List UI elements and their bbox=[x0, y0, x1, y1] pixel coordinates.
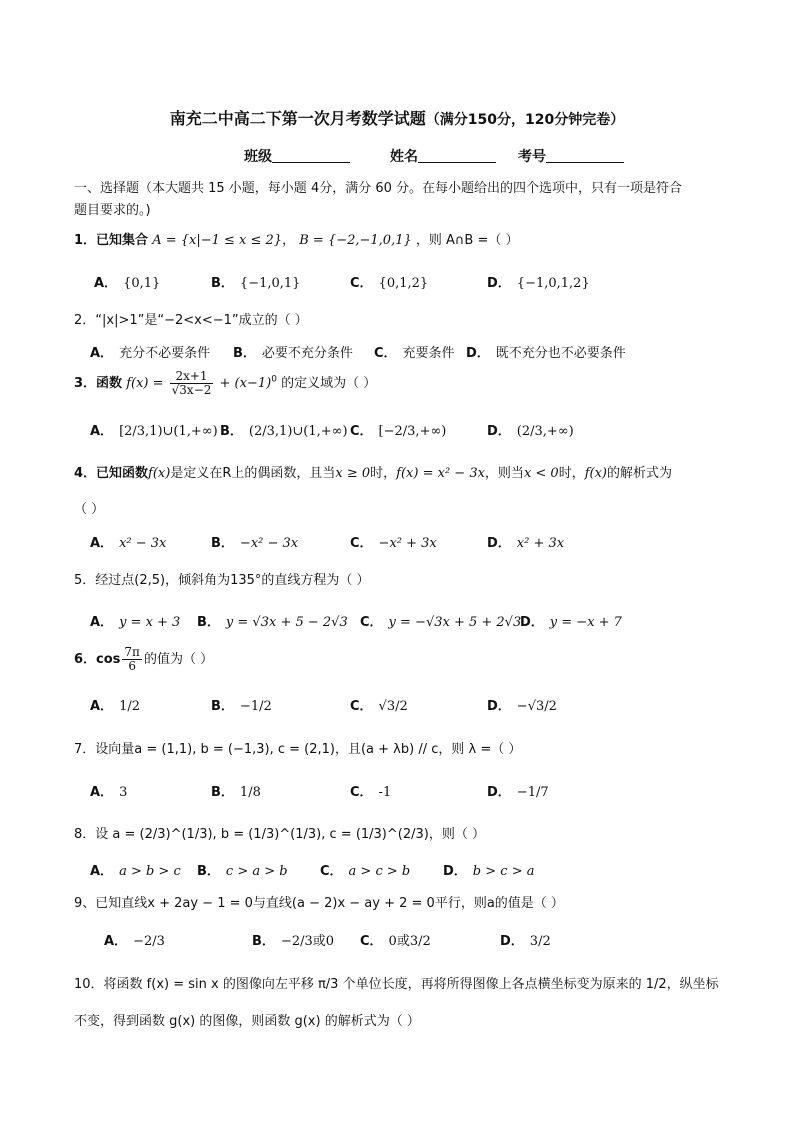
q4-option-b[interactable]: B． −x² − 3x bbox=[211, 536, 299, 551]
q6-option-c[interactable]: C． √3/2 bbox=[350, 699, 408, 714]
question-6-stem: 6．cos $\frac{7\pi}{6}$ 的值为（ ） bbox=[74, 645, 214, 673]
page-title bbox=[0, 106, 794, 129]
q4-option-d[interactable]: D． x² + 3x bbox=[487, 536, 565, 551]
q3-option-d[interactable]: D． (2/3,+∞) bbox=[487, 424, 574, 439]
q1-option-d[interactable]: D． {−1,0,1,2} bbox=[487, 276, 590, 291]
q6-fraction: $\frac{7\pi}{6}$ bbox=[124, 645, 140, 673]
id-field[interactable] bbox=[518, 146, 624, 166]
question-4-blank: （ ） bbox=[74, 502, 105, 517]
name-label: 姓名 bbox=[390, 149, 418, 165]
q9-option-d[interactable]: D． 3/2 bbox=[500, 934, 551, 949]
q3-option-b[interactable]: B． (2/3,1)∪(1,+∞) bbox=[220, 424, 348, 439]
q4-option-c[interactable]: C． −x² + 3x bbox=[350, 536, 437, 551]
q6-option-d[interactable]: D． −√3/2 bbox=[487, 699, 557, 714]
q7-option-a[interactable]: A． 3 bbox=[90, 785, 128, 800]
q9-option-a[interactable]: A． −2/3 bbox=[104, 934, 165, 949]
question-7-stem: 7．设向量a = (1,1), b = (−1,3), c = (2,1)，且(a + λb) // c，则 λ =（ ） bbox=[74, 742, 522, 757]
q9-option-b[interactable]: B． −2/3或0 bbox=[252, 934, 335, 949]
q3-fraction: $\frac{2x+1}{√3x-2}$ bbox=[171, 369, 212, 397]
q1-pre: 1．已知集合 bbox=[74, 233, 149, 248]
q1-option-b[interactable]: B． {−1,0,1} bbox=[211, 276, 301, 291]
q6-option-b[interactable]: B． −1/2 bbox=[211, 699, 272, 714]
question-3-stem: 3．函数 f(x) = $\frac{2x+1}{√3x-2}$ + $(x-1)^0$ 的定义域为（ ） bbox=[74, 369, 377, 397]
q2-option-a[interactable]: A． 充分不必要条件 bbox=[90, 346, 211, 361]
name-field[interactable] bbox=[390, 146, 496, 166]
question-4-stem: 4．已知函数f(x)是定义在R上的偶函数，且当x ≥ 0时，f(x) = x² − 3x，则当x < 0时，f(x)的解析式为 bbox=[74, 466, 673, 481]
q5-option-a[interactable]: A． y = x + 3 bbox=[90, 615, 181, 630]
q2-option-c[interactable]: C． 充要条件 bbox=[374, 346, 455, 361]
q8-option-d[interactable]: D． b > c > a bbox=[443, 864, 535, 879]
q2-option-b[interactable]: B． 必要不充分条件 bbox=[233, 346, 353, 361]
q8-option-a[interactable]: A． a > b > c bbox=[90, 864, 181, 879]
q6-option-a[interactable]: A． 1/2 bbox=[90, 699, 140, 714]
question-5-stem: 5．经过点(2,5)，倾斜角为135°的直线方程为（ ） bbox=[74, 573, 370, 588]
exam-title-note: （满分150分，120分钟完卷） bbox=[425, 112, 625, 128]
q1-option-c[interactable]: C． {0,1,2} bbox=[350, 276, 429, 291]
q5-option-b[interactable]: B． y = √3x + 5 − 2√3 bbox=[197, 615, 348, 630]
question-1-stem: 1．已知集合 A = {x|−1 ≤ x ≤ 2}， B = {−2,−1,0,1} ，则 A∩B =（ ） bbox=[74, 233, 519, 248]
q1-set-a: A = {x|−1 ≤ x ≤ 2} bbox=[152, 233, 283, 248]
q5-option-c[interactable]: C． y = −√3x + 5 + 2√3 bbox=[360, 615, 522, 630]
q5-option-d[interactable]: D． y = −x + 7 bbox=[520, 615, 622, 630]
q7-option-d[interactable]: D． −1/7 bbox=[487, 785, 549, 800]
q1-option-a[interactable]: A． {0,1} bbox=[94, 276, 161, 291]
q8-option-b[interactable]: B． c > a > b bbox=[197, 864, 288, 879]
q7-option-c[interactable]: C． -1 bbox=[350, 785, 392, 800]
class-blank[interactable] bbox=[272, 148, 350, 163]
section-heading-line1: 一、选择题（本大题共 15 小题，每小题 4分，满分 60 分。在每小题给出的四个选项中，只有一项是符合 bbox=[74, 181, 683, 196]
q1-end: ，则 A∩B =（ ） bbox=[415, 233, 519, 248]
question-8-stem: 8．设 a = (2/3)^(1/3), b = (1/3)^(1/3), c = (1/3)^(2/3)，则（ ） bbox=[74, 827, 485, 842]
question-2-stem: 2．“|x|>1”是“−2<x<−1”成立的（ ） bbox=[74, 313, 308, 328]
q9-option-c[interactable]: C． 0或3/2 bbox=[360, 934, 431, 949]
question-10-line1: 10．将函数 f(x) = sin x 的图像向左平移 π/3 个单位长度，再将所得图像上各点横坐标变为原来的 1/2，纵坐标 bbox=[74, 977, 719, 992]
q7-option-b[interactable]: B． 1/8 bbox=[211, 785, 261, 800]
q2-option-d[interactable]: D． 既不充分也不必要条件 bbox=[466, 346, 626, 361]
class-field[interactable] bbox=[244, 146, 350, 166]
q1-set-b: B = {−2,−1,0,1} bbox=[299, 233, 412, 248]
q3-option-c[interactable]: C． [−2/3,+∞) bbox=[350, 424, 447, 439]
name-blank[interactable] bbox=[418, 148, 496, 163]
question-9-stem: 9、已知直线x + 2ay − 1 = 0与直线(a − 2)x − ay + 2 = 0平行，则a的值是（ ） bbox=[74, 896, 564, 911]
q8-option-c[interactable]: C． a > c > b bbox=[320, 864, 411, 879]
id-blank[interactable] bbox=[546, 148, 624, 163]
section-heading-line2: 题目要求的。) bbox=[74, 203, 151, 218]
q4-option-a[interactable]: A． x² − 3x bbox=[90, 536, 167, 551]
exam-title: 南充二中高二下第一次月考数学试题 bbox=[169, 109, 426, 128]
question-10-line2: 不变，得到函数 g(x) 的图像，则函数 g(x) 的解析式为（ ） bbox=[74, 1014, 420, 1029]
q3-option-a[interactable]: A． [2/3,1)∪(1,+∞) bbox=[90, 424, 218, 439]
id-label: 考号 bbox=[518, 149, 546, 165]
class-label: 班级 bbox=[244, 149, 272, 165]
